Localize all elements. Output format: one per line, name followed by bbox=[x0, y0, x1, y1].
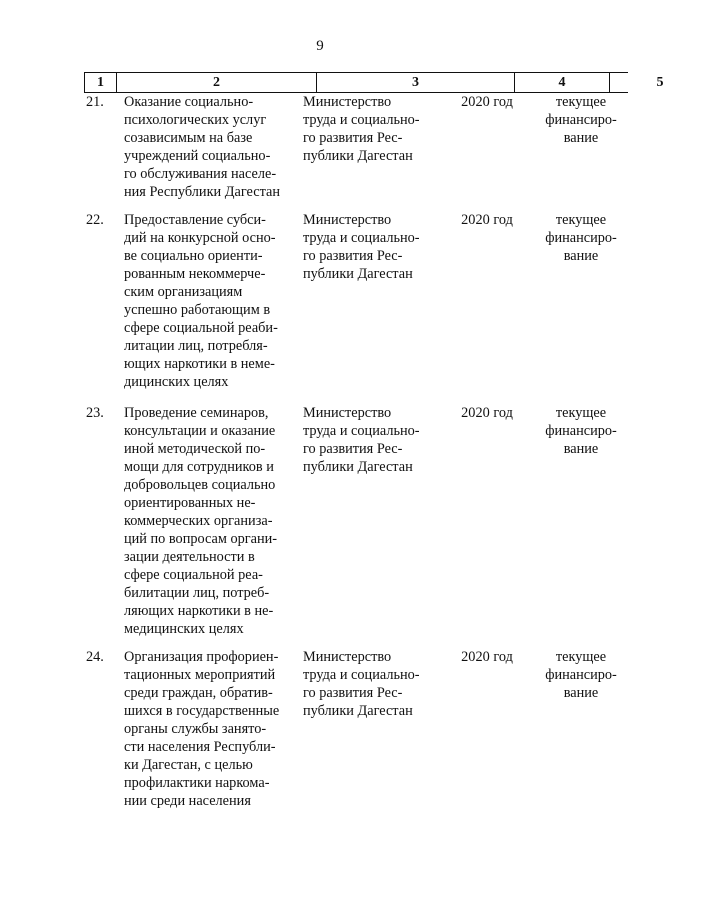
ministry-line: публики Дагестан bbox=[303, 148, 413, 164]
activity-name-line: ским организациям bbox=[124, 284, 243, 300]
activity-name-line: учреждений социально- bbox=[124, 148, 271, 164]
ministry-line: труда и социально- bbox=[303, 423, 420, 439]
deadline-year: 2020 год bbox=[461, 405, 513, 421]
activity-name-line: созависимым на базе bbox=[124, 130, 253, 146]
ministry-line: публики Дагестан bbox=[303, 703, 413, 719]
funding-line: текущее bbox=[555, 212, 607, 228]
activity-name-line: Организация профориен- bbox=[124, 649, 279, 665]
activity-name-line: среди граждан, обратив- bbox=[124, 685, 273, 701]
responsible-ministry bbox=[303, 93, 453, 165]
activity-name-line: органы службы занято- bbox=[124, 721, 267, 737]
responsible-ministry bbox=[303, 211, 453, 283]
activity-name-line: ве социально ориенти- bbox=[124, 248, 263, 264]
ministry-line: Министерство bbox=[303, 212, 392, 228]
activity-name-line: медицинских целях bbox=[124, 621, 244, 637]
ministry-line: го развития Рес- bbox=[303, 130, 403, 146]
activity-name-line: билитации лиц, потреб- bbox=[124, 585, 270, 601]
ministry-line: публики Дагестан bbox=[303, 266, 413, 282]
funding-line: вание bbox=[563, 685, 599, 701]
ministry-line: труда и социально- bbox=[303, 230, 420, 246]
activity-name-line: Предоставление субси- bbox=[124, 212, 266, 228]
activity-name-line: шихся в государственные bbox=[124, 703, 280, 719]
ministry-line: Министерство bbox=[303, 405, 392, 421]
activity-name-line: добровольцев социально bbox=[124, 477, 276, 493]
activity-name-line: психологических услуг bbox=[124, 112, 267, 128]
activity-name-line: коммерческих организа- bbox=[124, 513, 273, 529]
ministry-line: го развития Рес- bbox=[303, 685, 403, 701]
funding-line: текущее bbox=[555, 649, 607, 665]
ministry-line: Министерство bbox=[303, 94, 392, 110]
activity-name-line: мощи для сотрудников и bbox=[124, 459, 274, 475]
activity-name-line: профилактики наркома- bbox=[124, 775, 270, 791]
funding-source bbox=[536, 93, 626, 147]
activity-name-line: литации лиц, потребля- bbox=[124, 338, 268, 354]
funding-source bbox=[536, 648, 626, 702]
activity-name-line: нии среди населения bbox=[124, 793, 251, 809]
funding-line: вание bbox=[563, 441, 599, 457]
row-number: 21. bbox=[86, 94, 104, 110]
column-header-5: 5 bbox=[656, 75, 664, 90]
column-header-4: 4 bbox=[514, 73, 610, 92]
deadline-year: 2020 год bbox=[461, 649, 513, 665]
funding-source bbox=[536, 404, 626, 458]
funding-line: текущее bbox=[555, 94, 607, 110]
ministry-line: го развития Рес- bbox=[303, 441, 403, 457]
column-header-1: 1 bbox=[84, 73, 116, 92]
activity-name-line: дицинских целях bbox=[124, 374, 229, 390]
funding-line: текущее bbox=[555, 405, 607, 421]
activity-name bbox=[124, 93, 298, 201]
ministry-line: Министерство bbox=[303, 649, 392, 665]
ministry-line: труда и социально- bbox=[303, 112, 420, 128]
responsible-ministry bbox=[303, 648, 453, 720]
funding-source bbox=[536, 211, 626, 265]
funding-line: финансиро- bbox=[545, 667, 617, 683]
activity-name-line: дий на конкурсной осно- bbox=[124, 230, 276, 246]
page-number: 9 bbox=[316, 38, 324, 54]
funding-line: финансиро- bbox=[545, 423, 617, 439]
column-header-3: 3 bbox=[316, 73, 514, 92]
activity-name-line: ющих наркотики в неме- bbox=[124, 356, 275, 372]
activity-name bbox=[124, 404, 298, 638]
activity-name-line: сфере социальной реа- bbox=[124, 567, 263, 583]
activity-name bbox=[124, 648, 298, 810]
activity-name-line: Оказание социально- bbox=[124, 94, 254, 110]
activity-name-line: ций по вопросам органи- bbox=[124, 531, 278, 547]
ministry-line: публики Дагестан bbox=[303, 459, 413, 475]
activity-name-line: Проведение семинаров, bbox=[124, 405, 269, 421]
activity-name-line: ки Дагестан, с целью bbox=[124, 757, 253, 773]
activity-name-line: го обслуживания населе- bbox=[124, 166, 277, 182]
activity-name-line: ляющих наркотики в не- bbox=[124, 603, 274, 619]
activity-name-line: консультации и оказание bbox=[124, 423, 276, 439]
activity-name-line: ориентированных не- bbox=[124, 495, 256, 511]
funding-line: вание bbox=[563, 130, 599, 146]
deadline-year: 2020 год bbox=[461, 94, 513, 110]
row-number: 24. bbox=[86, 649, 104, 665]
deadline-year: 2020 год bbox=[461, 212, 513, 228]
ministry-line: го развития Рес- bbox=[303, 248, 403, 264]
activity-name-line: успешно работающим в bbox=[124, 302, 271, 318]
responsible-ministry bbox=[303, 404, 453, 476]
activity-name-line: ния Республики Дагестан bbox=[124, 184, 280, 200]
table-header bbox=[84, 72, 664, 93]
activity-name-line: тационных мероприятий bbox=[124, 667, 276, 683]
activity-name-line: сфере социальной реаби- bbox=[124, 320, 278, 336]
activity-name bbox=[124, 211, 298, 391]
activity-name-line: рованным некоммерче- bbox=[124, 266, 266, 282]
activity-name-line: зации деятельности в bbox=[124, 549, 255, 565]
funding-line: финансиро- bbox=[545, 112, 617, 128]
funding-line: вание bbox=[563, 248, 599, 264]
row-number: 22. bbox=[86, 212, 104, 228]
column-header-2: 2 bbox=[116, 73, 316, 92]
ministry-line: труда и социально- bbox=[303, 667, 420, 683]
activity-name-line: сти населения Республи- bbox=[124, 739, 276, 755]
activity-name-line: иной методической по- bbox=[124, 441, 266, 457]
funding-line: финансиро- bbox=[545, 230, 617, 246]
row-number: 23. bbox=[86, 405, 104, 421]
